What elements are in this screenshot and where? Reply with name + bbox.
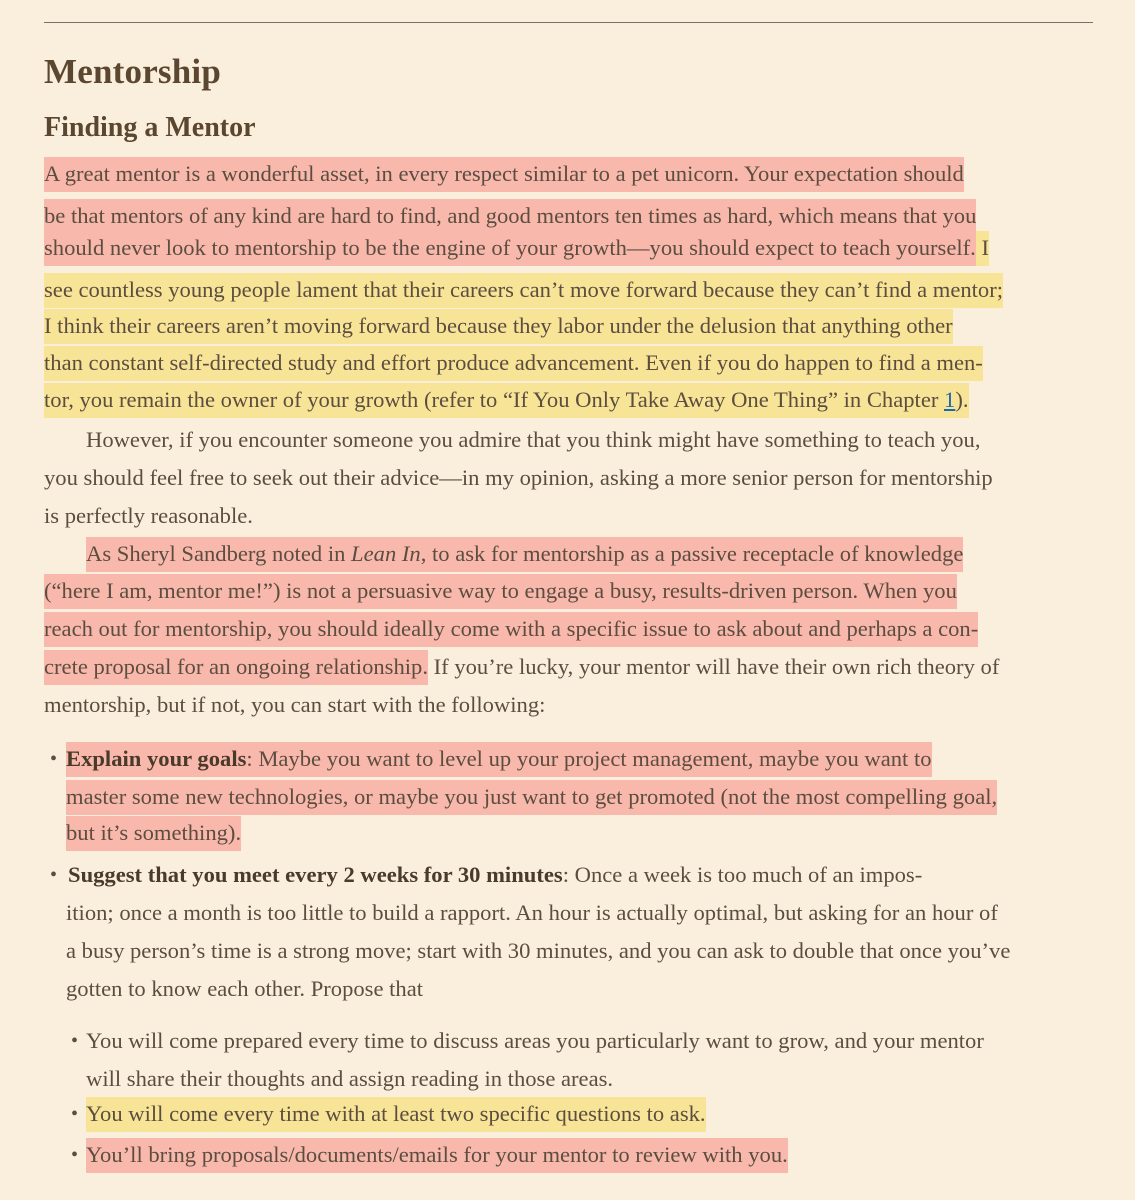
item-text: gotten to know each other. Propose that — [66, 976, 424, 1001]
highlight-red — [86, 537, 963, 572]
highlight-yellow: You will come every time with at least two specific questions to ask. — [86, 1097, 706, 1132]
bullet-glyph: • — [71, 1144, 79, 1166]
subitem-text: You will come prepared every time to discuss areas you particularly want to grow, and your mentor — [86, 1028, 984, 1053]
list-item-line — [66, 894, 998, 932]
highlight-red: reach out for mentorship, you should ideally come with a specific issue to ask about and perhaps a con- — [44, 612, 978, 647]
list-item-line — [68, 856, 922, 894]
highlight-yellow: see countless young people lament that their careers can’t move forward because they can’t find a mentor; — [44, 273, 1003, 308]
item-text: a busy person’s time is a strong move; start with 30 minutes, and you can ask to double that once you’ve — [66, 938, 1011, 963]
highlight-red: be that mentors of any kind are hard to find, and good mentors ten times as hard, which means that you — [44, 199, 976, 234]
bullet-glyph: • — [50, 748, 58, 770]
highlight-red: A great mentor is a wonderful asset, in every respect similar to a pet unicorn. Your expectation should — [44, 157, 964, 192]
p2-text: However, if you encounter someone you admire that you think might have something to teach you, — [86, 427, 981, 452]
p3-line — [86, 535, 963, 573]
p2-line — [44, 497, 253, 535]
subitem-text: will share their thoughts and assign reading in those areas. — [86, 1066, 614, 1091]
p3-text: If you’re lucky, your mentor will have their own rich theory of — [427, 654, 1000, 679]
highlight-red: crete proposal for an ongoing relationship. — [44, 650, 428, 685]
subitem-line — [86, 1060, 613, 1098]
p1-line — [44, 155, 964, 193]
p1-line — [44, 229, 989, 267]
p1-line7-end: ). — [955, 387, 969, 412]
p3-text: mentorship, but if not, you can start with the following: — [44, 692, 546, 717]
highlight-red: (“here I am, mentor me!”) is not a persuasive way to engage a busy, results-driven person. When you — [44, 574, 957, 609]
item-text: : Maybe you want to level up your project management, maybe you want to — [246, 746, 932, 771]
p3-text: As Sheryl Sandberg noted in — [86, 541, 352, 566]
bullet-glyph: • — [71, 1103, 79, 1125]
p1-line7-text: tor, you remain the owner of your growth (refer to “If You Only Take Away One Thing” in Chapter — [44, 387, 945, 412]
list-item-line — [66, 740, 932, 778]
list-item-line — [66, 814, 241, 852]
p1-line — [44, 344, 983, 382]
item-title: Suggest that you meet every 2 weeks for 30 minutes — [68, 862, 563, 887]
highlight-yellow: I — [976, 231, 989, 266]
item-title: Explain your goals — [66, 746, 247, 771]
p1-line — [44, 307, 953, 345]
p3-line — [44, 686, 545, 724]
highlight-yellow: than constant self-directed study and effort produce advancement. Even if you do happen to find a men- — [44, 346, 983, 381]
list-item-line — [66, 970, 423, 1008]
p3-line — [44, 648, 999, 686]
subitem-line — [86, 1022, 984, 1060]
highlight-yellow — [44, 383, 969, 418]
highlight-red: You’ll bring proposals/documents/emails for your mentor to review with you. — [86, 1138, 788, 1173]
item-text: ition; once a month is too little to build a rapport. An hour is actually optimal, but asking for an hour of — [66, 900, 998, 925]
bullet-glyph: • — [50, 864, 58, 886]
p2-text: is perfectly reasonable. — [44, 503, 253, 528]
list-item-line — [66, 932, 1010, 970]
top-rule — [44, 22, 1093, 23]
p2-line — [44, 459, 993, 497]
highlight-red: master some new technologies, or maybe you just want to get promoted (not the most compelling goal, — [66, 780, 997, 815]
subitem-line — [86, 1095, 706, 1133]
p1-line — [44, 381, 969, 419]
chapter-heading: Mentorship — [44, 52, 221, 91]
highlight-red — [66, 742, 932, 777]
p3-line — [44, 572, 957, 610]
bullet-glyph: • — [71, 1030, 79, 1052]
subitem-line — [86, 1136, 788, 1174]
book-title: Lean In — [351, 541, 421, 566]
item-text: : Once a week is too much of an impos- — [562, 862, 923, 887]
list-item-line — [66, 778, 997, 816]
highlight-yellow: I think their careers aren’t moving forward because they labor under the delusion that anything other — [44, 309, 953, 344]
p3-line — [44, 610, 978, 648]
highlight-red: but it’s something). — [66, 816, 241, 851]
p2-text: you should feel free to seek out their advice—in my opinion, asking a more senior person for mentorship — [44, 465, 993, 490]
section-heading: Finding a Mentor — [44, 112, 256, 143]
chapter-1-link[interactable]: 1 — [944, 387, 956, 412]
p2-line — [86, 421, 980, 459]
p1-line — [44, 271, 1003, 309]
highlight-red: should never look to mentorship to be the engine of your growth—you should expect to teach yourself. — [44, 231, 976, 266]
p3-text: , to ask for mentorship as a passive receptacle of knowledge — [420, 541, 964, 566]
